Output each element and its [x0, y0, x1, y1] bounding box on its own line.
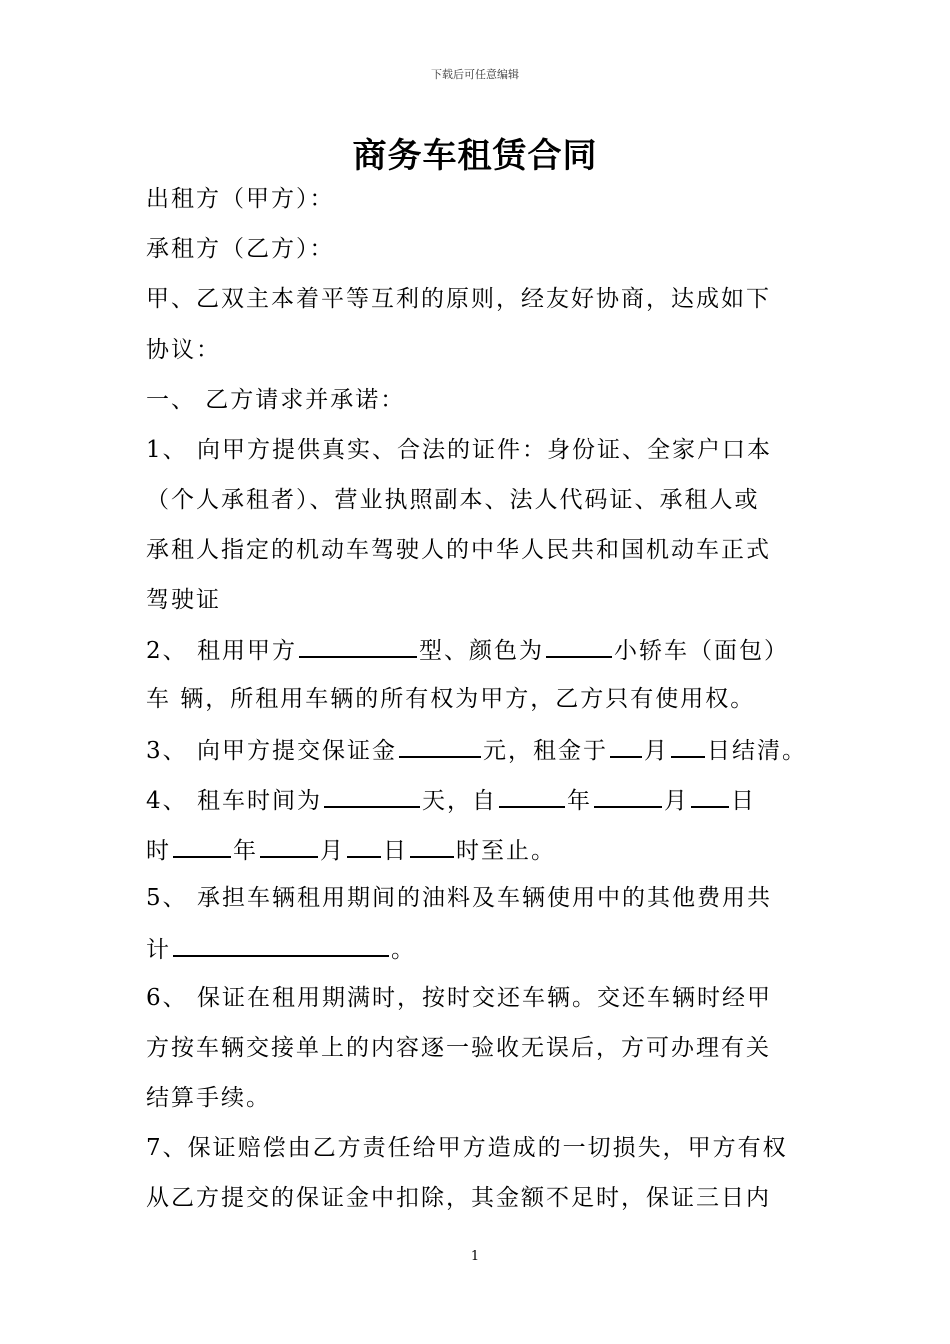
clause-5-text: 计 — [146, 937, 171, 963]
clause-1-line-4: 驾驶证 — [146, 587, 221, 613]
clause-3-text: 日结清。 — [706, 738, 807, 764]
deposit-amount-blank — [399, 734, 481, 758]
rent-day-blank — [671, 734, 705, 758]
page-title: 商务车租赁合同 — [352, 136, 598, 176]
end-day-blank — [410, 834, 454, 858]
clause-3-text: 元，租金于 — [482, 738, 608, 764]
clause-4-text: 月 — [663, 788, 689, 814]
lessee-line: 承租方（乙方）： — [146, 236, 335, 262]
clause-7-line-2: 从乙方提交的保证金中扣除，其金额不足时，保证三日内 — [146, 1185, 771, 1211]
clause-2-text: 型、颜色为 — [418, 638, 544, 664]
clause-1-line-2: （个人承租者）、营业执照副本、法人代码证、承租人或 — [146, 487, 760, 513]
clause-4-line-1 — [146, 784, 816, 816]
clause-1-line-3: 承租人指定的机动车驾驶人的中华人民共和国机动车正式 — [146, 537, 771, 563]
clause-4-text: 天，自 — [421, 788, 497, 814]
clause-3-text: 月 — [643, 738, 669, 764]
lessor-line: 出租方（甲方）： — [146, 186, 335, 212]
start-year-blank — [499, 784, 565, 808]
clause-2-line-2: 车 辆，所租用车辆的所有权为甲方，乙方只有使用权。 — [146, 686, 756, 712]
clause-4-text: 日 — [730, 788, 756, 814]
end-month-blank — [347, 834, 381, 858]
clause-4-line-2 — [146, 834, 816, 866]
section-heading: 一、 乙方请求并承诺： — [146, 387, 406, 413]
clause-7-line-1: 7、保证赔偿由乙方责任给甲方造成的一切损失，甲方有权 — [146, 1135, 788, 1161]
clause-5-line-2 — [146, 933, 816, 965]
clause-5-text: 。 — [391, 937, 416, 963]
clause-2-line-1 — [146, 634, 816, 666]
preamble-line-1: 甲、乙双主本着平等互利的原则，经友好协商，达成如下 — [146, 286, 771, 312]
clause-2-text: 小轿车（面包） — [613, 638, 789, 664]
start-hour-blank — [173, 834, 231, 858]
clause-4-text: 月 — [320, 838, 345, 864]
preamble-line-2: 协议： — [146, 337, 221, 363]
clause-6-line-3: 结算手续。 — [146, 1085, 271, 1111]
clause-4-text: 时至止。 — [456, 838, 556, 864]
rental-days-blank — [324, 784, 420, 808]
start-month-blank — [594, 784, 662, 808]
vehicle-color-blank — [546, 634, 612, 658]
clause-5-line-1: 5、 承担车辆租用期间的油料及车辆使用中的其他费用共 — [146, 885, 772, 911]
fees-total-blank — [173, 933, 389, 957]
clause-4-text: 4、 租车时间为 — [146, 788, 322, 814]
rent-month-blank — [610, 734, 642, 758]
clause-2-text: 2、 租用甲方 — [146, 638, 297, 664]
start-day-blank — [691, 784, 729, 808]
clause-1-line-1: 1、 向甲方提供真实、合法的证件：身份证、全家户口本 — [146, 437, 772, 463]
clause-4-text: 年 — [566, 788, 592, 814]
clause-4-text: 年 — [233, 838, 258, 864]
clause-3-text: 3、 向甲方提交保证金 — [146, 738, 397, 764]
header-note: 下载后可任意编辑 — [431, 68, 519, 81]
page-number: 1 — [470, 1249, 480, 1264]
end-year-blank — [260, 834, 318, 858]
vehicle-model-blank — [299, 634, 417, 658]
clause-6-line-1: 6、 保证在租用期满时，按时交还车辆。交还车辆时经甲 — [146, 985, 772, 1011]
clause-6-line-2: 方按车辆交接单上的内容逐一验收无误后，方可办理有关 — [146, 1035, 771, 1061]
clause-3-line — [146, 734, 816, 766]
clause-4-text: 时 — [146, 838, 171, 864]
clause-4-text: 日 — [383, 838, 408, 864]
